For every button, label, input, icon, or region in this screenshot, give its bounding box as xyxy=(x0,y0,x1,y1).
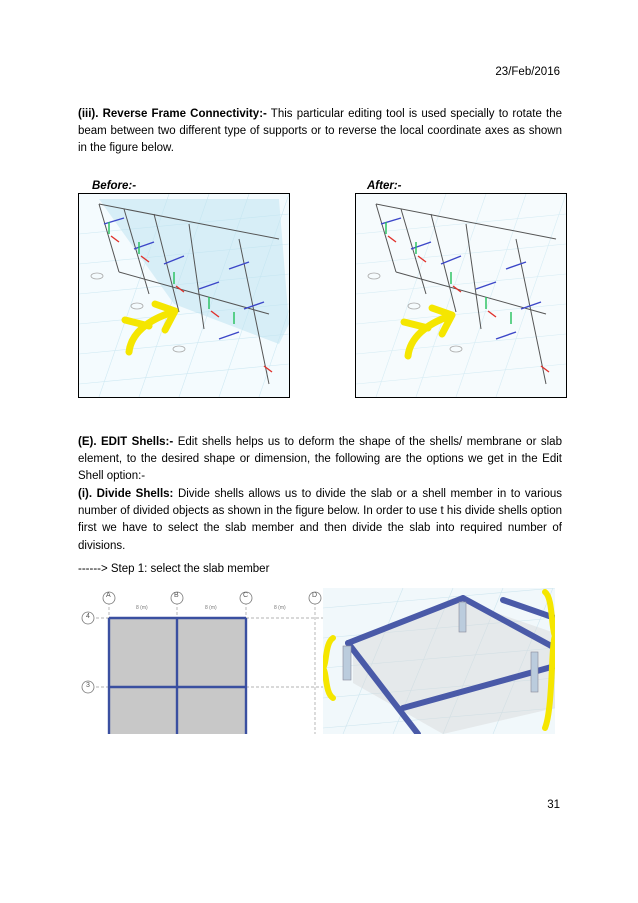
grid-number-4: 4 xyxy=(86,613,90,620)
section-i-body: Divide shells allows us to divide the slab or a shell member in to various number of divided objects as shown in the figure below. In order to use t his divide shells option first we have to select the slab member and then divide the slab into required number of divisions. xyxy=(78,488,562,552)
grid-letter-d: D xyxy=(312,592,318,599)
after-frame-image xyxy=(356,194,566,397)
3d-slab-image xyxy=(323,588,555,734)
section-e-paragraph xyxy=(78,434,562,486)
section-iii-paragraph xyxy=(78,106,562,158)
grid-number-3: 3 xyxy=(86,682,90,689)
page-number: 31 xyxy=(547,799,560,811)
section-iii-title: (iii). Reverse Frame Connectivity:- xyxy=(78,108,267,120)
dim-label-3: 8 (m) xyxy=(274,605,286,611)
3d-view-figure xyxy=(323,588,555,734)
plan-view-image xyxy=(78,588,323,734)
grid-letter-c: C xyxy=(243,592,249,599)
header-date: 23/Feb/2016 xyxy=(495,66,560,78)
after-figure xyxy=(355,193,567,398)
step-1-text: ------> Step 1: select the slab member xyxy=(78,563,270,575)
section-iii-body: This particular editing tool is used specially to rotate the beam between two different type of supports or to reverse the local coordinate axes as shown in the figure below. xyxy=(78,108,562,155)
dim-label-1: 8 (m) xyxy=(136,605,148,611)
section-e-title: (E). EDIT Shells:- xyxy=(78,436,174,448)
before-figure xyxy=(78,193,290,398)
grid-letter-b: B xyxy=(174,592,179,599)
section-e-body: Edit shells helps us to deform the shape of the shells/ membrane or slab element, to the desired shape or dimension, the following are the options we get in the Edit Shell option:- xyxy=(78,436,562,483)
before-label: Before:- xyxy=(92,180,137,192)
after-label: After:- xyxy=(367,180,402,192)
grid-letter-a: A xyxy=(106,592,111,599)
before-frame-image xyxy=(79,194,289,397)
section-i-paragraph xyxy=(78,486,562,555)
dim-label-2: 8 (m) xyxy=(205,605,217,611)
plan-view-figure xyxy=(78,588,323,734)
section-i-title: (i). Divide Shells: xyxy=(78,488,174,500)
